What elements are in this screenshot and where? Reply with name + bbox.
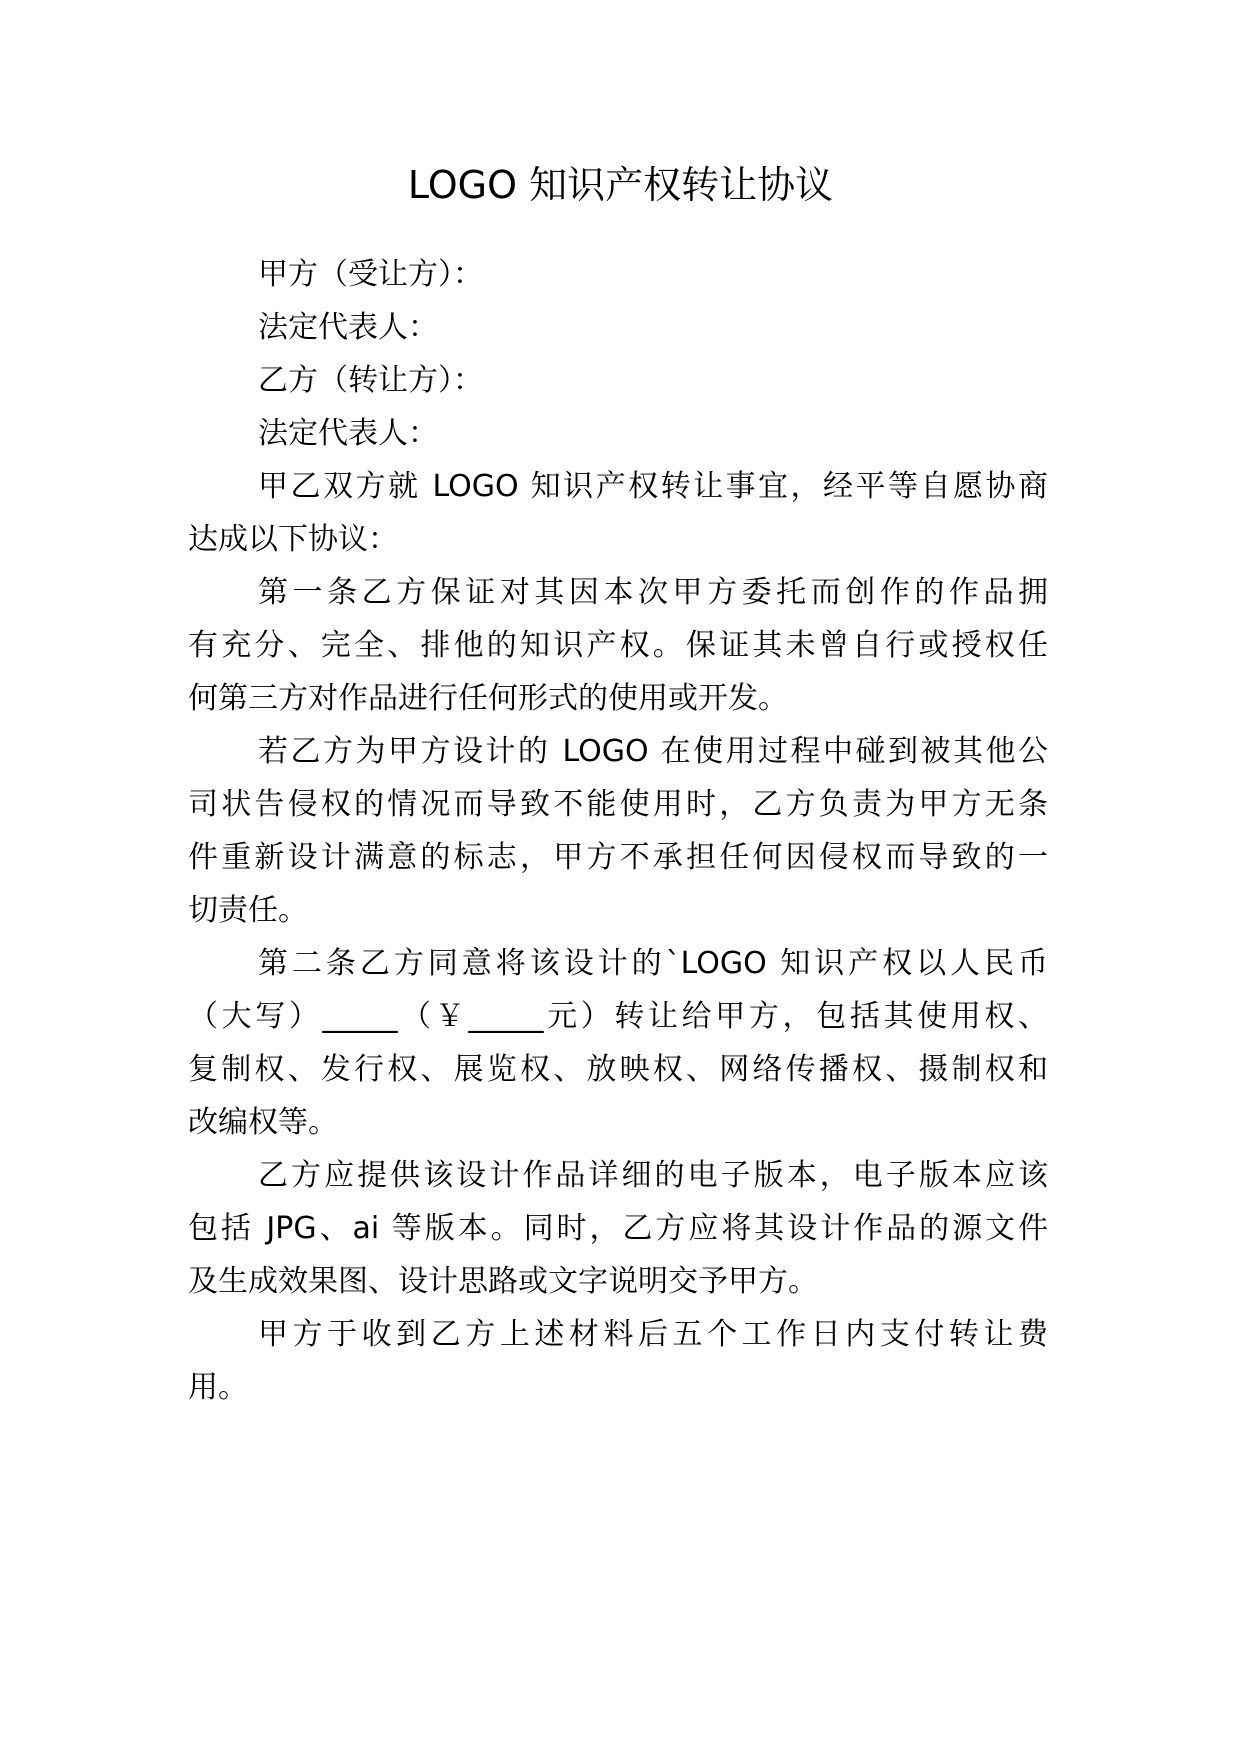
preamble-line-1: 甲乙双方就 LOGO 知识产权转让事宜，经平等自愿协商 bbox=[258, 469, 1048, 504]
article-1-line-2: 有充分、完全、排他的知识产权。保证其未曾自行或授权任 bbox=[188, 628, 1048, 663]
infringement-clause-line-2: 司状告侵权的情况而导致不能使用时，乙方负责为甲方无条 bbox=[188, 787, 1048, 822]
deliverables-clause-line-3: 及生成效果图、设计思路或文字说明交予甲方。 bbox=[188, 1264, 818, 1299]
payment-clause-line-1: 甲方于收到乙方上述材料后五个工作日内支付转让费 bbox=[258, 1317, 1048, 1352]
deliverables-clause-line-2: 包括 JPG、ai 等版本。同时，乙方应将其设计作品的源文件 bbox=[188, 1211, 1048, 1246]
document-title: LOGO 知识产权转让协议 bbox=[407, 163, 834, 207]
article-1-line-1: 第一条乙方保证对其因本次甲方委托而创作的作品拥 bbox=[258, 575, 1048, 610]
party-a-line: 甲方（受让方）： bbox=[258, 257, 483, 292]
infringement-clause-line-1: 若乙方为甲方设计的 LOGO 在使用过程中碰到被其他公 bbox=[258, 734, 1048, 769]
article-2-line-1: 第二条乙方同意将该设计的`LOGO 知识产权以人民币 bbox=[258, 946, 1048, 981]
infringement-clause-line-4: 切责任。 bbox=[188, 893, 308, 928]
deliverables-clause-line-1: 乙方应提供该设计作品详细的电子版本，电子版本应该 bbox=[258, 1158, 1048, 1193]
party-b-representative-line: 法定代表人： bbox=[258, 416, 438, 451]
article-1-line-3: 何第三方对作品进行任何形式的使用或开发。 bbox=[188, 681, 788, 716]
article-2-line-4: 改编权等。 bbox=[188, 1105, 338, 1140]
party-a-representative-line: 法定代表人： bbox=[258, 310, 438, 345]
payment-clause-line-2: 用。 bbox=[188, 1370, 248, 1405]
article-2-line-2: （大写）_____（￥_____元）转让给甲方，包括其使用权、 bbox=[188, 999, 1048, 1034]
party-b-line: 乙方（转让方）： bbox=[258, 363, 483, 398]
infringement-clause-line-3: 件重新设计满意的标志，甲方不承担任何因侵权而导致的一 bbox=[188, 840, 1048, 875]
article-2-line-3: 复制权、发行权、展览权、放映权、网络传播权、摄制权和 bbox=[188, 1052, 1048, 1087]
preamble-line-2: 达成以下协议： bbox=[188, 522, 398, 557]
